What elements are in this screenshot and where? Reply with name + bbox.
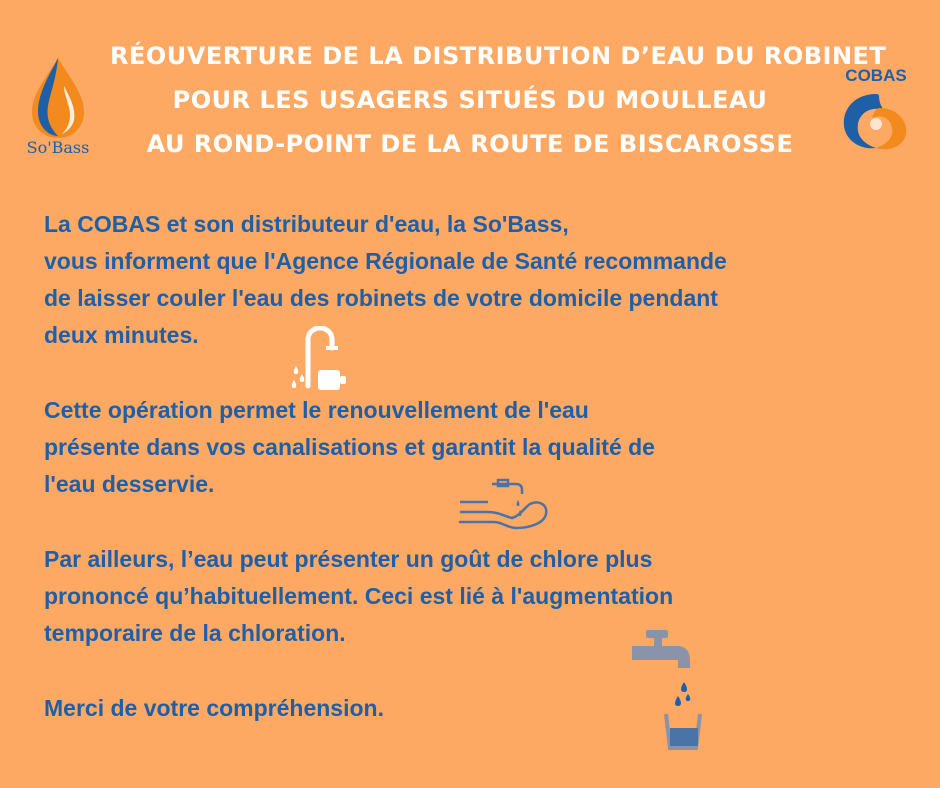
sobass-logo-text: So'Bass — [26, 138, 90, 157]
cobas-logo — [828, 60, 924, 160]
paragraph-1 — [44, 206, 904, 354]
p3-line-3: temporaire de la chloration. — [44, 620, 346, 646]
cobas-logo-text: COBAS — [845, 66, 907, 85]
cobas-swirl-icon — [836, 90, 916, 154]
p2-line-1: Cette opération permet le renouvellement de l'eau — [44, 397, 589, 423]
paragraph-4 — [44, 690, 904, 727]
message-body — [44, 206, 904, 727]
p3-line-1: Par ailleurs, l’eau peut présenter un goût de chlore plus — [44, 546, 653, 572]
paragraph-3 — [44, 541, 904, 652]
handwash-icon — [458, 478, 552, 538]
p1-line-1: La COBAS et son distributeur d'eau, la So'Bass, — [44, 211, 569, 237]
p4-line-1: Merci de votre compréhension. — [44, 695, 384, 721]
sobass-logo — [24, 56, 104, 166]
faucet-icon — [290, 326, 350, 392]
p3-line-2: prononcé qu’habituellement. Ceci est lié à l'augmentation — [44, 583, 674, 609]
p1-line-3: de laisser couler l'eau des robinets de votre domicile pendant — [44, 285, 718, 311]
tap-glass-icon — [632, 624, 714, 754]
p2-line-2: présente dans vos canalisations et garantit la qualité de — [44, 434, 655, 460]
p1-line-4: deux minutes. — [44, 322, 199, 348]
p1-line-2: vous informent que l'Agence Régionale de Santé recommande — [44, 248, 727, 274]
title-line-1: RÉOUVERTURE DE LA DISTRIBUTION D’EAU DU ROBINET — [110, 42, 887, 70]
p2-line-3: l'eau desservie. — [44, 471, 215, 497]
sobass-drop-icon — [24, 56, 94, 140]
title-line-2: POUR LES USAGERS SITUÉS DU MOULLEAU — [172, 86, 768, 114]
title-line-3: AU ROND-POINT DE LA ROUTE DE BISCAROSSE — [146, 130, 794, 158]
